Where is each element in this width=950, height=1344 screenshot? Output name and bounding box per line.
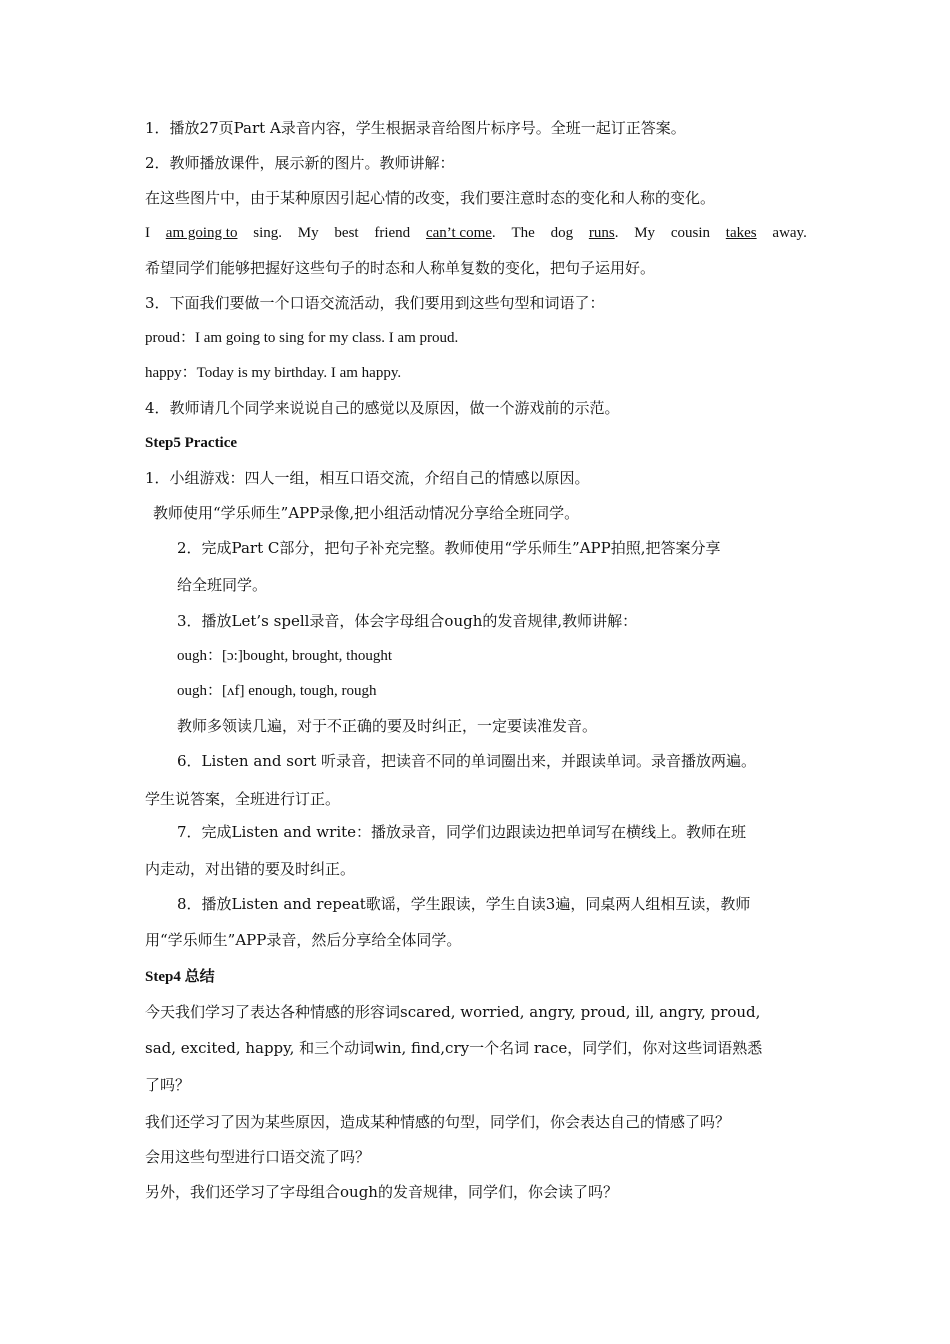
heading-step5-practice: Step5 Practice bbox=[145, 435, 238, 451]
paragraph-listen-and-sort-cont: 学生说答案，全班进行订正。 bbox=[145, 790, 341, 808]
paragraph-summary-adjectives: 今天我们学习了表达各种情感的形容词scared, worried, angry, proud, ill, angry, proud, bbox=[145, 1003, 761, 1021]
paragraph-summary-ough: 另外，我们还学习了字母组合ough的发音规律，同学们，你会读了吗？ bbox=[145, 1183, 618, 1201]
underlined-phrase-am-going-to: am going to bbox=[165, 225, 238, 241]
paragraph-tense-note: 希望同学们能够把握好这些句子的时态和人称单复数的变化，把句子运用好。 bbox=[145, 259, 656, 277]
paragraph-listen-and-sort: 6．Listen and sort 听录音，把读音不同的单词圈出来，并跟读单词。录音播放两遍。 bbox=[177, 752, 757, 770]
paragraph-step-2-courseware: 2．教师播放课件，展示新的图片。教师讲解： bbox=[145, 154, 455, 172]
paragraph-lead-reading: 教师多领读几遍，对于不正确的要及时纠正，一定要读准发音。 bbox=[177, 717, 598, 735]
paragraph-summary-question: 了吗？ bbox=[145, 1076, 191, 1094]
underlined-phrase-cant-come: can’t come bbox=[425, 225, 492, 241]
paragraph-step-3-oral-activity: 3．下面我们要做一个口语交流活动，我们要用到这些句型和词语了： bbox=[145, 294, 605, 312]
example-happy: happy：Today is my birthday. I am happy. bbox=[145, 365, 402, 381]
paragraph-part-c: 2．完成Part C部分，把句子补充完整。教师使用“学乐师生”APP拍照,把答案分享 bbox=[177, 539, 721, 557]
word: sing. bbox=[253, 225, 282, 241]
word-group: can’t come. bbox=[425, 225, 496, 241]
word: best bbox=[334, 225, 359, 241]
paragraph-listen-and-repeat-cont: 用“学乐师生”APP录音，然后分享给全体同学。 bbox=[145, 931, 462, 949]
word: cousin bbox=[670, 225, 711, 241]
heading-step4-summary: Step4 总结 bbox=[145, 969, 215, 985]
paragraph-listen-and-repeat: 8．播放Listen and repeat歌谣，学生跟读，学生自读3遍，同桌两人组相互读，教师 bbox=[177, 895, 751, 913]
paragraph-group-game: 1．小组游戏：四人一组，相互口语交流，介绍自己的情感以原因。 bbox=[145, 469, 590, 487]
word: The bbox=[511, 225, 535, 241]
word: I bbox=[145, 225, 150, 241]
paragraph-part-c-cont: 给全班同学。 bbox=[177, 576, 268, 594]
phonics-ough-af: ough：[ʌf] enough, tough, rough bbox=[177, 683, 377, 699]
paragraph-lets-spell: 3．播放Let’s spell录音，体会字母组合ough的发音规律,教师讲解： bbox=[177, 612, 638, 630]
example-proud: proud：I am going to sing for my class. I am proud. bbox=[145, 330, 459, 346]
paragraph-app-recording: 教师使用“学乐师生”APP录像,把小组活动情况分享给全班同学。 bbox=[153, 504, 580, 522]
word: My bbox=[634, 225, 656, 241]
paragraph-summary-verbs: sad, excited, happy, 和三个动词win, find,cry一个名词 race，同学们，你对这些词语熟悉 bbox=[145, 1039, 763, 1057]
word: away. bbox=[772, 225, 807, 241]
word: dog bbox=[550, 225, 574, 241]
underlined-word-runs: runs bbox=[588, 225, 615, 241]
paragraph-step-4-demo: 4．教师请几个同学来说说自己的感觉以及原因，做一个游戏前的示范。 bbox=[145, 399, 620, 417]
example-sentences-line bbox=[145, 223, 807, 243]
word: My bbox=[297, 225, 319, 241]
paragraph-step-1-play-recording: 1．播放27页Part A录音内容，学生根据录音给图片标序号。全班一起订正答案。 bbox=[145, 119, 686, 137]
paragraph-summary-oral: 会用这些句型进行口语交流了吗？ bbox=[145, 1148, 371, 1166]
phonics-ough-or: ough：[ɔ:]bought, brought, thought bbox=[177, 648, 392, 664]
paragraph-listen-and-write-cont: 内走动，对出错的要及时纠正。 bbox=[145, 860, 356, 878]
paragraph-summary-sentences: 我们还学习了因为某些原因，造成某种情感的句型，同学们，你会表达自己的情感了吗？ bbox=[145, 1113, 731, 1131]
underlined-word-takes: takes bbox=[725, 225, 757, 241]
paragraph-listen-and-write: 7．完成Listen and write：播放录音，同学们边跟读边把单词写在横线上。教师在班 bbox=[177, 823, 747, 841]
word: friend bbox=[374, 225, 411, 241]
paragraph-mood-change-note: 在这些图片中，由于某种原因引起心情的改变，我们要注意时态的变化和人称的变化。 bbox=[145, 189, 716, 207]
word-group: runs. bbox=[588, 225, 619, 241]
